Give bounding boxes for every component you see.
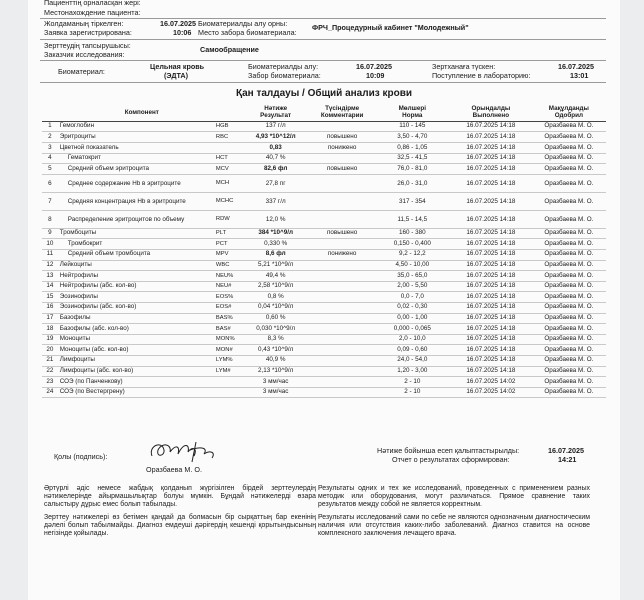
component-code: WBC bbox=[214, 260, 242, 271]
row-number: 18 bbox=[42, 324, 58, 335]
component-name: Тромбоциты bbox=[58, 228, 214, 239]
component-name: Средний объем тромбоцита bbox=[58, 249, 214, 260]
component-code: HCT bbox=[214, 153, 242, 164]
table-row bbox=[42, 239, 606, 250]
result-value: 8,6 фл bbox=[242, 249, 310, 260]
result-comment bbox=[310, 387, 375, 398]
component-code: MCV bbox=[214, 164, 242, 175]
registered-date: 16.07.2025 bbox=[160, 19, 196, 28]
result-comment bbox=[310, 324, 375, 335]
result-value: 0,83 bbox=[242, 143, 310, 154]
component-name: СОЭ (по Панченкову) bbox=[58, 377, 214, 388]
approved-by: Оразбаева М. О. bbox=[532, 121, 606, 132]
registered-label-ru: Заявка зарегистрирована: bbox=[44, 28, 132, 37]
component-name: Моноциты (абс. кол-во) bbox=[58, 345, 214, 356]
orderer-label-kz: Зерттеудің тапсырушысы: bbox=[44, 41, 131, 50]
result-value: 0,43 *10^9/л bbox=[242, 345, 310, 356]
report-formed-label-ru: Отчет о результатах сформирован: bbox=[392, 455, 510, 464]
row-number: 10 bbox=[42, 239, 58, 250]
completed-at: 16.07.2025 14:18 bbox=[450, 164, 532, 175]
result-value: 0,330 % bbox=[242, 239, 310, 250]
component-name: Нейтрофилы (абс. кол-во) bbox=[58, 281, 214, 292]
result-comment bbox=[310, 377, 375, 388]
component-name: Лимфоциты (абс. кол-во) bbox=[58, 366, 214, 377]
result-comment bbox=[310, 302, 375, 313]
component-code: MCHC bbox=[214, 192, 242, 210]
location-label-ru: Местонахождение пациента: bbox=[44, 8, 141, 17]
column-header-comment: Түсіндірме Комментарии bbox=[310, 104, 375, 121]
lab-received-date: 16.07.2025 bbox=[558, 62, 594, 71]
result-comment bbox=[310, 239, 375, 250]
result-value: 5,21 *10^9/л bbox=[242, 260, 310, 271]
approved-by: Оразбаева М. О. bbox=[532, 345, 606, 356]
completed-at: 16.07.2025 14:18 bbox=[450, 292, 532, 303]
table-row bbox=[42, 366, 606, 377]
row-number: 6 bbox=[42, 174, 58, 192]
lab-received-label-ru: Поступление в лабораторию: bbox=[432, 71, 531, 80]
row-number: 8 bbox=[42, 210, 58, 228]
approved-by: Оразбаева М. О. bbox=[532, 143, 606, 154]
component-name: Базофилы (абс. кол-во) bbox=[58, 324, 214, 335]
approved-by: Оразбаева М. О. bbox=[532, 302, 606, 313]
row-number: 13 bbox=[42, 271, 58, 282]
approved-by: Оразбаева М. О. bbox=[532, 132, 606, 143]
table-row bbox=[42, 345, 606, 356]
column-header-result: Нәтиже Результат bbox=[242, 104, 310, 121]
component-code: EOS% bbox=[214, 292, 242, 303]
approved-by: Оразбаева М. О. bbox=[532, 164, 606, 175]
disclaimer-kz-paragraph: Зерттеу нәтижелері өз бетімен қандай да болмасын бір сырқаттың бар екенінің дәлелі болып табылмайды. Диагноз емдеуші дәрігердің кешенді қорытындысының негізінде қойылады. bbox=[44, 513, 316, 538]
table-row bbox=[42, 121, 606, 132]
report-title: Қан талдауы / Общий анализ крови bbox=[235, 88, 413, 99]
approved-by: Оразбаева М. О. bbox=[532, 174, 606, 192]
result-value: 384 *10^9/л bbox=[242, 228, 310, 239]
collection-label-ru: Забор биоматериала: bbox=[248, 71, 321, 80]
component-name: Эозинофилы bbox=[58, 292, 214, 303]
table-row bbox=[42, 132, 606, 143]
approved-by: Оразбаева М. О. bbox=[532, 377, 606, 388]
component-code: NEU% bbox=[214, 271, 242, 282]
result-value: 137 г/л bbox=[242, 121, 310, 132]
reference-range: 4,50 - 10,00 bbox=[375, 260, 450, 271]
component-code: MON% bbox=[214, 334, 242, 345]
component-code: RDW bbox=[214, 210, 242, 228]
component-name: СОЭ (по Вестергрену) bbox=[58, 387, 214, 398]
table-row bbox=[42, 192, 606, 210]
table-row bbox=[42, 174, 606, 192]
component-code: MON# bbox=[214, 345, 242, 356]
lab-received-label-kz: Зертханаға түскен: bbox=[432, 62, 496, 71]
result-comment: понижено bbox=[310, 143, 375, 154]
reference-range: 32,5 - 41,5 bbox=[375, 153, 450, 164]
reference-range: 11,5 - 14,5 bbox=[375, 210, 450, 228]
result-value: 3 мм/час bbox=[242, 377, 310, 388]
component-code: LYM# bbox=[214, 366, 242, 377]
component-code bbox=[214, 143, 242, 154]
collection-place-label-ru: Место забора биоматериала: bbox=[198, 28, 297, 37]
orderer-value: Самообращение bbox=[200, 45, 259, 54]
result-comment: понижено bbox=[310, 249, 375, 260]
component-code: RBC bbox=[214, 132, 242, 143]
result-comment bbox=[310, 210, 375, 228]
row-number: 5 bbox=[42, 164, 58, 175]
table-row bbox=[42, 210, 606, 228]
completed-at: 16.07.2025 14:18 bbox=[450, 366, 532, 377]
component-name: Тромбокрит bbox=[58, 239, 214, 250]
completed-at: 16.07.2025 14:18 bbox=[450, 260, 532, 271]
approved-by: Оразбаева М. О. bbox=[532, 387, 606, 398]
approved-by: Оразбаева М. О. bbox=[532, 281, 606, 292]
disclaimer-ru-paragraph: Результаты одних и тех же исследований, проведенных с применением разных методик или оборудования, могут различаться. Прямое сравнение таких результатов между собой не является корректным. bbox=[318, 485, 590, 509]
signer-name: Оразбаева М. О. bbox=[146, 465, 202, 474]
row-number: 20 bbox=[42, 345, 58, 356]
component-name: Лейкоциты bbox=[58, 260, 214, 271]
completed-at: 16.07.2025 14:18 bbox=[450, 228, 532, 239]
reference-range: 0,0 - 7,0 bbox=[375, 292, 450, 303]
signature-image bbox=[146, 436, 226, 466]
location-label-kz: Пациенттің орналасқан жері: bbox=[44, 0, 141, 7]
reference-range: 2,0 - 10,0 bbox=[375, 334, 450, 345]
reference-range: 3,50 - 4,70 bbox=[375, 132, 450, 143]
row-number: 24 bbox=[42, 387, 58, 398]
reference-range: 0,86 - 1,05 bbox=[375, 143, 450, 154]
completed-at: 16.07.2025 14:18 bbox=[450, 192, 532, 210]
component-name: Эозинофилы (абс. кол-во) bbox=[58, 302, 214, 313]
table-row bbox=[42, 271, 606, 282]
table-row bbox=[42, 153, 606, 164]
component-name: Средняя концентрация Hb в эритроците bbox=[58, 192, 214, 210]
completed-at: 16.07.2025 14:18 bbox=[450, 121, 532, 132]
results-body bbox=[42, 121, 606, 397]
table-row bbox=[42, 377, 606, 388]
reference-range: 0,09 - 0,60 bbox=[375, 345, 450, 356]
completed-at: 16.07.2025 14:18 bbox=[450, 174, 532, 192]
result-comment bbox=[310, 366, 375, 377]
component-code: HGB bbox=[214, 121, 242, 132]
completed-at: 16.07.2025 14:18 bbox=[450, 313, 532, 324]
completed-at: 16.07.2025 14:18 bbox=[450, 249, 532, 260]
result-value: 0,030 *10^9/л bbox=[242, 324, 310, 335]
row-number: 22 bbox=[42, 366, 58, 377]
reference-range: 0,150 - 0,400 bbox=[375, 239, 450, 250]
result-comment bbox=[310, 121, 375, 132]
column-header-norm: Мөлшері Норма bbox=[375, 104, 450, 121]
completed-at: 16.07.2025 14:18 bbox=[450, 334, 532, 345]
signature-label: Қолы (подпись): bbox=[54, 452, 108, 461]
component-code: MCH bbox=[214, 174, 242, 192]
table-row bbox=[42, 260, 606, 271]
result-comment bbox=[310, 345, 375, 356]
result-value: 4,93 *10^12/л bbox=[242, 132, 310, 143]
component-code: PLT bbox=[214, 228, 242, 239]
component-name: Эритроциты bbox=[58, 132, 214, 143]
table-row bbox=[42, 143, 606, 154]
approved-by: Оразбаева М. О. bbox=[532, 249, 606, 260]
approved-by: Оразбаева М. О. bbox=[532, 153, 606, 164]
result-comment bbox=[310, 334, 375, 345]
component-code bbox=[214, 377, 242, 388]
row-number: 17 bbox=[42, 313, 58, 324]
result-value: 12,0 % bbox=[242, 210, 310, 228]
table-row bbox=[42, 313, 606, 324]
row-number: 21 bbox=[42, 355, 58, 366]
row-number: 2 bbox=[42, 132, 58, 143]
table-row bbox=[42, 228, 606, 239]
column-header-component: Компонент bbox=[42, 104, 242, 121]
component-code bbox=[214, 387, 242, 398]
result-value: 2,13 *10^9/л bbox=[242, 366, 310, 377]
result-value: 40,7 % bbox=[242, 153, 310, 164]
completed-at: 16.07.2025 14:18 bbox=[450, 132, 532, 143]
report-formed-time: 14:21 bbox=[558, 455, 577, 464]
table-header-row bbox=[42, 104, 606, 121]
reference-range: 2,00 - 5,50 bbox=[375, 281, 450, 292]
disclaimer-ru bbox=[318, 485, 590, 538]
completed-at: 16.07.2025 14:18 bbox=[450, 143, 532, 154]
component-name: Распределение эритроцитов по объему bbox=[58, 210, 214, 228]
row-number: 11 bbox=[42, 249, 58, 260]
component-name: Среднее содержание Hb в эритроците bbox=[58, 174, 214, 192]
completed-at: 16.07.2025 14:18 bbox=[450, 281, 532, 292]
disclaimer-kz-paragraph: Әртүрлі әдіс немесе жабдық қолданып жүргізілген бірдей зерттеулердің нәтижелерінде айырмашылықтар болуы мүмкін. Бұндай нәтижелерді өзара салыстыру дұрыс емес болып табылады. bbox=[44, 485, 316, 509]
report-sheet bbox=[28, 0, 620, 600]
row-number: 7 bbox=[42, 192, 58, 210]
reference-range: 110 - 145 bbox=[375, 121, 450, 132]
completed-at: 16.07.2025 14:18 bbox=[450, 324, 532, 335]
completed-at: 16.07.2025 14:02 bbox=[450, 387, 532, 398]
reference-range: 24,0 - 54,0 bbox=[375, 355, 450, 366]
reference-range: 9,2 - 12,2 bbox=[375, 249, 450, 260]
result-comment: повышено bbox=[310, 228, 375, 239]
collection-place-label-kz: Биоматериалды алу орны: bbox=[198, 19, 288, 28]
reference-range: 2 - 10 bbox=[375, 387, 450, 398]
reference-range: 0,00 - 1,00 bbox=[375, 313, 450, 324]
component-name: Гематокрит bbox=[58, 153, 214, 164]
registered-time: 10:06 bbox=[173, 28, 192, 37]
biomaterial-value: Цельная кровь bbox=[150, 62, 205, 71]
approved-by: Оразбаева М. О. bbox=[532, 355, 606, 366]
report-formed-label-kz: Нәтиже бойынша есеп қалыптастырылды: bbox=[377, 446, 520, 455]
approved-by: Оразбаева М. О. bbox=[532, 313, 606, 324]
collection-place-value: ФРЧ_Процедурный кабинет "Молодежный" bbox=[312, 23, 469, 32]
row-number: 12 bbox=[42, 260, 58, 271]
table-row bbox=[42, 281, 606, 292]
result-comment bbox=[310, 355, 375, 366]
result-value: 0,04 *10^9/л bbox=[242, 302, 310, 313]
approved-by: Оразбаева М. О. bbox=[532, 260, 606, 271]
component-code: BAS% bbox=[214, 313, 242, 324]
reference-range: 0,000 - 0,065 bbox=[375, 324, 450, 335]
result-value: 2,58 *10^9/л bbox=[242, 281, 310, 292]
disclaimer-kz bbox=[44, 485, 316, 538]
table-row bbox=[42, 355, 606, 366]
row-number: 4 bbox=[42, 153, 58, 164]
reference-range: 76,0 - 81,0 bbox=[375, 164, 450, 175]
collection-date: 16.07.2025 bbox=[356, 62, 392, 71]
row-number: 19 bbox=[42, 334, 58, 345]
reference-range: 26,0 - 31,0 bbox=[375, 174, 450, 192]
result-value: 337 г/л bbox=[242, 192, 310, 210]
lab-received-time: 13:01 bbox=[570, 71, 589, 80]
component-name: Лимфоциты bbox=[58, 355, 214, 366]
orderer-label-ru: Заказчик исследования: bbox=[44, 50, 125, 59]
reference-range: 1,20 - 3,00 bbox=[375, 366, 450, 377]
completed-at: 16.07.2025 14:18 bbox=[450, 355, 532, 366]
result-value: 82,6 фл bbox=[242, 164, 310, 175]
component-name: Средний объем эритроцита bbox=[58, 164, 214, 175]
component-name: Гемоглобин bbox=[58, 121, 214, 132]
result-comment bbox=[310, 281, 375, 292]
approved-by: Оразбаева М. О. bbox=[532, 239, 606, 250]
approved-by: Оразбаева М. О. bbox=[532, 192, 606, 210]
table-row bbox=[42, 249, 606, 260]
divider bbox=[40, 18, 606, 19]
result-comment bbox=[310, 153, 375, 164]
row-number: 3 bbox=[42, 143, 58, 154]
reference-range: 317 - 354 bbox=[375, 192, 450, 210]
approved-by: Оразбаева М. О. bbox=[532, 324, 606, 335]
row-number: 23 bbox=[42, 377, 58, 388]
approved-by: Оразбаева М. О. bbox=[532, 228, 606, 239]
result-comment bbox=[310, 192, 375, 210]
collection-label-kz: Биоматериалды алу: bbox=[248, 62, 319, 71]
component-code: PCT bbox=[214, 239, 242, 250]
row-number: 14 bbox=[42, 281, 58, 292]
completed-at: 16.07.2025 14:18 bbox=[450, 271, 532, 282]
result-comment: повышено bbox=[310, 132, 375, 143]
result-value: 27,8 пг bbox=[242, 174, 310, 192]
component-code: MPV bbox=[214, 249, 242, 260]
column-header-approved: Мақұлданды Одобрил bbox=[532, 104, 606, 121]
result-value: 0,60 % bbox=[242, 313, 310, 324]
table-row bbox=[42, 292, 606, 303]
biomaterial-label: Биоматериал: bbox=[58, 67, 105, 76]
divider bbox=[40, 60, 606, 61]
table-row bbox=[42, 387, 606, 398]
component-code: EOS# bbox=[214, 302, 242, 313]
table-row bbox=[42, 302, 606, 313]
reference-range: 35,0 - 65,0 bbox=[375, 271, 450, 282]
row-number: 1 bbox=[42, 121, 58, 132]
result-value: 49,4 % bbox=[242, 271, 310, 282]
component-code: BAS# bbox=[214, 324, 242, 335]
approved-by: Оразбаева М. О. bbox=[532, 366, 606, 377]
results-table bbox=[42, 104, 606, 398]
approved-by: Оразбаева М. О. bbox=[532, 292, 606, 303]
disclaimer-ru-paragraph: Результаты исследований сами по себе не являются однозначным диагностическим наличия или отсутствия каких-либо заболеваний. Диагноз ставится на основе комплексного заключения лечащего врача. bbox=[318, 513, 590, 538]
table-row bbox=[42, 164, 606, 175]
result-comment bbox=[310, 292, 375, 303]
registered-label-kz: Жолдаманың тіркелген: bbox=[44, 19, 124, 28]
biomaterial-additive: (ЭДТА) bbox=[164, 71, 188, 80]
component-code: LYM% bbox=[214, 355, 242, 366]
component-name: Цветной показатель bbox=[58, 143, 214, 154]
completed-at: 16.07.2025 14:18 bbox=[450, 153, 532, 164]
component-code: NEU# bbox=[214, 281, 242, 292]
component-name: Нейтрофилы bbox=[58, 271, 214, 282]
result-comment bbox=[310, 174, 375, 192]
component-name: Моноциты bbox=[58, 334, 214, 345]
row-number: 15 bbox=[42, 292, 58, 303]
row-number: 16 bbox=[42, 302, 58, 313]
result-comment bbox=[310, 260, 375, 271]
result-value: 0,8 % bbox=[242, 292, 310, 303]
reference-range: 160 - 380 bbox=[375, 228, 450, 239]
result-comment: повышено bbox=[310, 164, 375, 175]
approved-by: Оразбаева М. О. bbox=[532, 271, 606, 282]
table-row bbox=[42, 324, 606, 335]
result-value: 40,9 % bbox=[242, 355, 310, 366]
result-value: 8,3 % bbox=[242, 334, 310, 345]
report-formed-date: 16.07.2025 bbox=[548, 446, 584, 455]
approved-by: Оразбаева М. О. bbox=[532, 334, 606, 345]
collection-time: 10:09 bbox=[366, 71, 385, 80]
completed-at: 16.07.2025 14:18 bbox=[450, 302, 532, 313]
result-value: 3 мм/час bbox=[242, 387, 310, 398]
component-name: Базофилы bbox=[58, 313, 214, 324]
column-header-done: Орындалды Выполнено bbox=[450, 104, 532, 121]
completed-at: 16.07.2025 14:18 bbox=[450, 345, 532, 356]
divider bbox=[40, 82, 606, 83]
table-row bbox=[42, 334, 606, 345]
completed-at: 16.07.2025 14:18 bbox=[450, 239, 532, 250]
approved-by: Оразбаева М. О. bbox=[532, 210, 606, 228]
completed-at: 16.07.2025 14:18 bbox=[450, 210, 532, 228]
reference-range: 0,02 - 0,30 bbox=[375, 302, 450, 313]
result-comment bbox=[310, 313, 375, 324]
completed-at: 16.07.2025 14:02 bbox=[450, 377, 532, 388]
result-comment bbox=[310, 271, 375, 282]
row-number: 9 bbox=[42, 228, 58, 239]
divider bbox=[40, 39, 606, 40]
reference-range: 2 - 10 bbox=[375, 377, 450, 388]
